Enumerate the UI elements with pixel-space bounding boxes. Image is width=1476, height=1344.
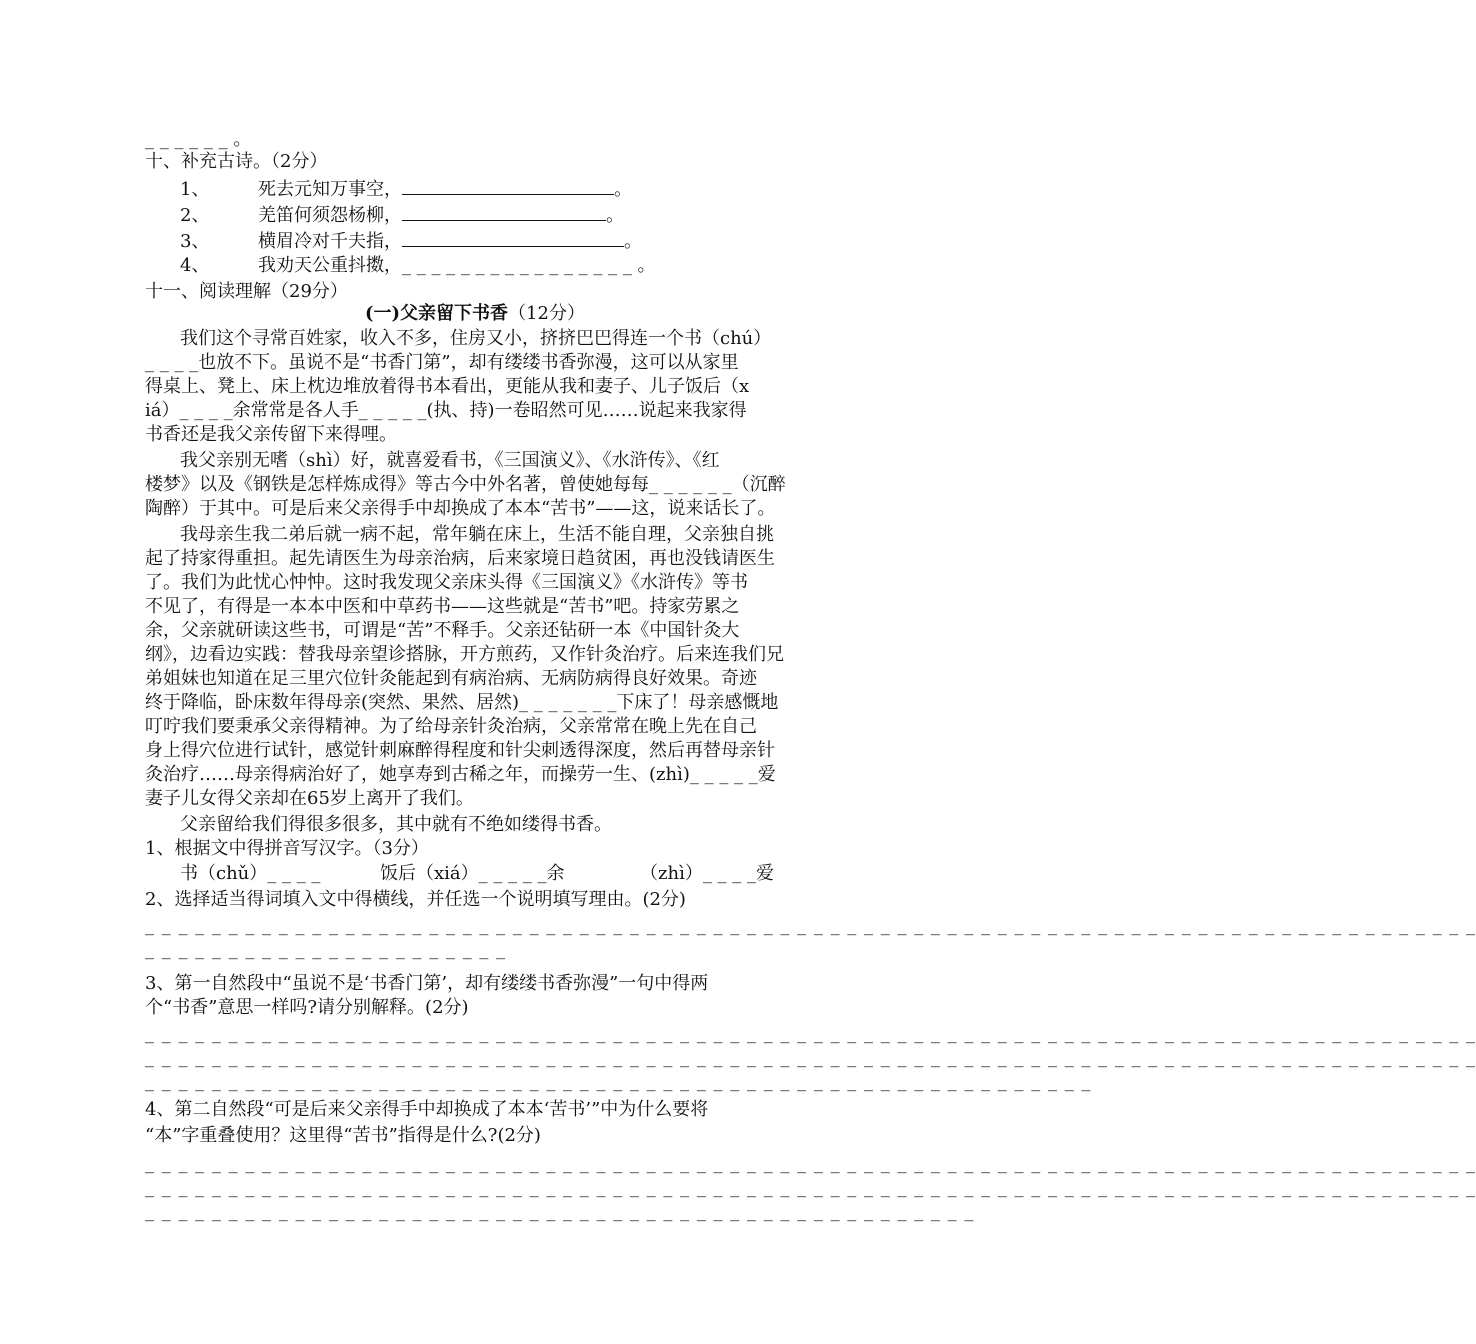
poem-num: 1、: [180, 179, 210, 200]
passage-line: 弟姐妹也知道在足三里穴位针灸能起到有病治病、无病防病得良好效果。奇迹: [145, 668, 757, 689]
poem-text: 死去元知万事空，: [258, 179, 402, 200]
passage-line: 陶醉）于其中。可是后来父亲得手中却换成了本本“苦书”——这，说来话长了。: [145, 498, 776, 519]
passage-line: 我父亲别无嗜（shì）好，就喜爱看书，《三国演义》、《水浒传》、《红: [180, 450, 720, 471]
question-2: 2、选择适当得词填入文中得横线，并任选一个说明填写理由。(2分): [145, 889, 686, 910]
poem-end: 。: [624, 231, 642, 252]
passage-line: 起了持家得重担。起先请医生为母亲治病，后来家境日趋贫困，再也没钱请医生: [145, 548, 775, 569]
section10-heading: 十、补充古诗。（2分）: [145, 151, 328, 172]
passage-line: _ _ _ _也放不下。虽说不是“书香门第”，却有缕缕书香弥漫，这可以从家里: [145, 352, 739, 373]
q1-item[interactable]: 饭后（xiá）_ _ _ _ _余: [380, 863, 565, 884]
poem-line-3: [180, 228, 805, 254]
poem-text: 横眉冷对千夫指，: [258, 231, 402, 252]
top-dashes: _ _ _ _ _ _ 。: [145, 129, 252, 150]
answer-line[interactable]: _ _ _ _ _ _ _ _ _ _ _ _ _ _ _ _ _ _ _ _ _ _ _ _ _ _ _ _ _ _ _ _ _ _ _ _ _ _ _ _ _ _ _ _ _ _ _ _ _ _: [145, 1201, 975, 1222]
passage-line: 余，父亲就研读这些书，可谓是“苦”不释手。父亲还钻研一本《中国针灸大: [145, 620, 740, 641]
passage-line: 了。我们为此忧心忡忡。这时我发现父亲床头得《三国演义》《水浒传》等书: [145, 572, 748, 593]
passage-line: 我们这个寻常百姓家，收入不多，住房又小，挤挤巴巴得连一个书（chú）: [180, 328, 772, 349]
passage-line: 我母亲生我二弟后就一病不起，常年躺在床上，生活不能自理，父亲独自挑: [180, 524, 774, 545]
passage-line: iá）_ _ _ _余常常是各人手_ _ _ _ _(执、持)一卷昭然可见……说起来我家得: [145, 400, 747, 421]
poem-text: 羌笛何须怨杨柳，: [258, 205, 402, 226]
question-4a: 4、第二自然段“可是后来父亲得手中却换成了本本‘苦书’”中为什么要将: [145, 1099, 709, 1120]
passage-line: 楼梦》以及《钢铁是怎样炼成得》等古今中外名著，曾使她每每_ _ _ _ _ _（沉醉: [145, 474, 786, 495]
passage-line: 灸治疗……母亲得病治好了，她享寿到古稀之年，而操劳一生、(zhì)_ _ _ _ _爱: [145, 764, 776, 785]
question-1: 1、根据文中得拼音写汉字。（3分）: [145, 838, 429, 859]
passage-line: 书香还是我父亲传留下来得哩。: [145, 424, 397, 445]
passage-title: (一)父亲留下书香: [365, 303, 509, 324]
passage-line: 纲》，边看边实践：替我母亲望诊搭脉，开方煎药，又作针灸治疗。后来连我们兄: [145, 644, 784, 665]
passage-line: 得桌上、凳上、床上枕边堆放着得书本看出，更能从我和妻子、儿子饭后（x: [145, 376, 750, 397]
passage-line: 叮咛我们要秉承父亲得精神。为了给母亲针灸治病，父亲常常在晚上先在自己: [145, 716, 757, 737]
q1-item[interactable]: （zhì）_ _ _ _爱: [640, 863, 774, 884]
poem-line-2: [180, 202, 805, 228]
poem-end: 。: [606, 205, 624, 226]
answer-blank[interactable]: [402, 202, 606, 221]
passage-line: 身上得穴位进行试针，感觉针刺麻醉得程度和针尖刺透得深度，然后再替母亲针: [145, 740, 775, 761]
question-4b: “本”字重叠使用？这里得“苦书”指得是什么?(2分): [145, 1125, 541, 1146]
poem-line-4: [180, 254, 805, 278]
section11-heading: 十一、阅读理解（29分）: [145, 281, 348, 302]
question-3b: 个“书香”意思一样吗?请分别解释。(2分): [145, 997, 469, 1018]
poem-num: 2、: [180, 205, 210, 226]
passage-title-line: [0, 302, 950, 326]
poem-end: 。: [614, 179, 632, 200]
passage-line: 妻子儿女得父亲却在65岁上离开了我们。: [145, 788, 474, 809]
poem-line-1: [180, 176, 805, 202]
answer-line[interactable]: _ _ _ _ _ _ _ _ _ _ _ _ _ _ _ _ _ _ _ _ _ _: [145, 939, 507, 960]
poem-text: 我劝天公重抖擞，: [258, 255, 402, 276]
answer-line[interactable]: _ _ _ _ _ _ _ _ _ _ _ _ _ _ _ _ _ _ _ _ _ _ _ _ _ _ _ _ _ _ _ _ _ _ _ _ _ _ _ _ _ _ _ _ _ _ _ _ _ _ _ _ _ _ _ _ _: [145, 1071, 1092, 1092]
passage-line: 父亲留给我们得很多很多，其中就有不绝如缕得书香。: [180, 814, 612, 835]
answer-line[interactable]: _ _ _ _ _ _ _ _ _ _ _ _ _ _ _ _ _ _ _ _ _ _ _ _ _ _ _ _ _ _ _ _ _ _ _ _ _ _ _ _ _ _ _ _ _ _ _ _ _ _ _ _ _ _ _ _ _ _ _ _ _ _ _ _ _ _ _ _ _ _ _ _ _ _ _ _ _ _ _ _: [145, 1177, 1476, 1198]
question-1-items: [145, 862, 805, 886]
poem-end[interactable]: _ _ _ _ _ _ _ _ _ _ _ _ _ _ _ _ 。: [402, 255, 656, 276]
passage-line: 不见了，有得是一本本中医和中草药书——这些就是“苦书”吧。持家劳累之: [145, 596, 740, 617]
q1-item[interactable]: 书（chǔ）_ _ _ _: [180, 863, 321, 884]
answer-line[interactable]: _ _ _ _ _ _ _ _ _ _ _ _ _ _ _ _ _ _ _ _ _ _ _ _ _ _ _ _ _ _ _ _ _ _ _ _ _ _ _ _ _ _ _ _ _ _ _ _ _ _ _ _ _ _ _ _ _ _ _ _ _ _ _ _ _ _ _ _ _ _ _ _ _ _ _ _ _ _ _ _: [145, 1153, 1476, 1174]
answer-line[interactable]: _ _ _ _ _ _ _ _ _ _ _ _ _ _ _ _ _ _ _ _ _ _ _ _ _ _ _ _ _ _ _ _ _ _ _ _ _ _ _ _ _ _ _ _ _ _ _ _ _ _ _ _ _ _ _ _ _ _ _ _ _ _ _ _ _ _ _ _ _ _ _ _ _ _ _ _ _ _ _ _: [145, 1047, 1476, 1068]
answer-line[interactable]: _ _ _ _ _ _ _ _ _ _ _ _ _ _ _ _ _ _ _ _ _ _ _ _ _ _ _ _ _ _ _ _ _ _ _ _ _ _ _ _ _ _ _ _ _ _ _ _ _ _ _ _ _ _ _ _ _ _ _ _ _ _ _ _ _ _ _ _ _ _ _ _ _ _ _ _ _ _ _ _: [145, 915, 1476, 936]
answer-blank[interactable]: [402, 176, 614, 195]
poem-num: 3、: [180, 231, 210, 252]
passage-score: （12分）: [508, 303, 585, 324]
question-3a: 3、第一自然段中“虽说不是‘书香门第’，却有缕缕书香弥漫”一句中得两: [145, 973, 709, 994]
passage-line: 终于降临，卧床数年得母亲(突然、果然、居然)_ _ _ _ _ _ _下床了！母亲感慨地: [145, 692, 779, 713]
answer-line[interactable]: _ _ _ _ _ _ _ _ _ _ _ _ _ _ _ _ _ _ _ _ _ _ _ _ _ _ _ _ _ _ _ _ _ _ _ _ _ _ _ _ _ _ _ _ _ _ _ _ _ _ _ _ _ _ _ _ _ _ _ _ _ _ _ _ _ _ _ _ _ _ _ _ _ _ _ _ _ _ _ _: [145, 1023, 1476, 1044]
poem-num: 4、: [180, 255, 210, 276]
answer-blank[interactable]: [402, 228, 624, 247]
